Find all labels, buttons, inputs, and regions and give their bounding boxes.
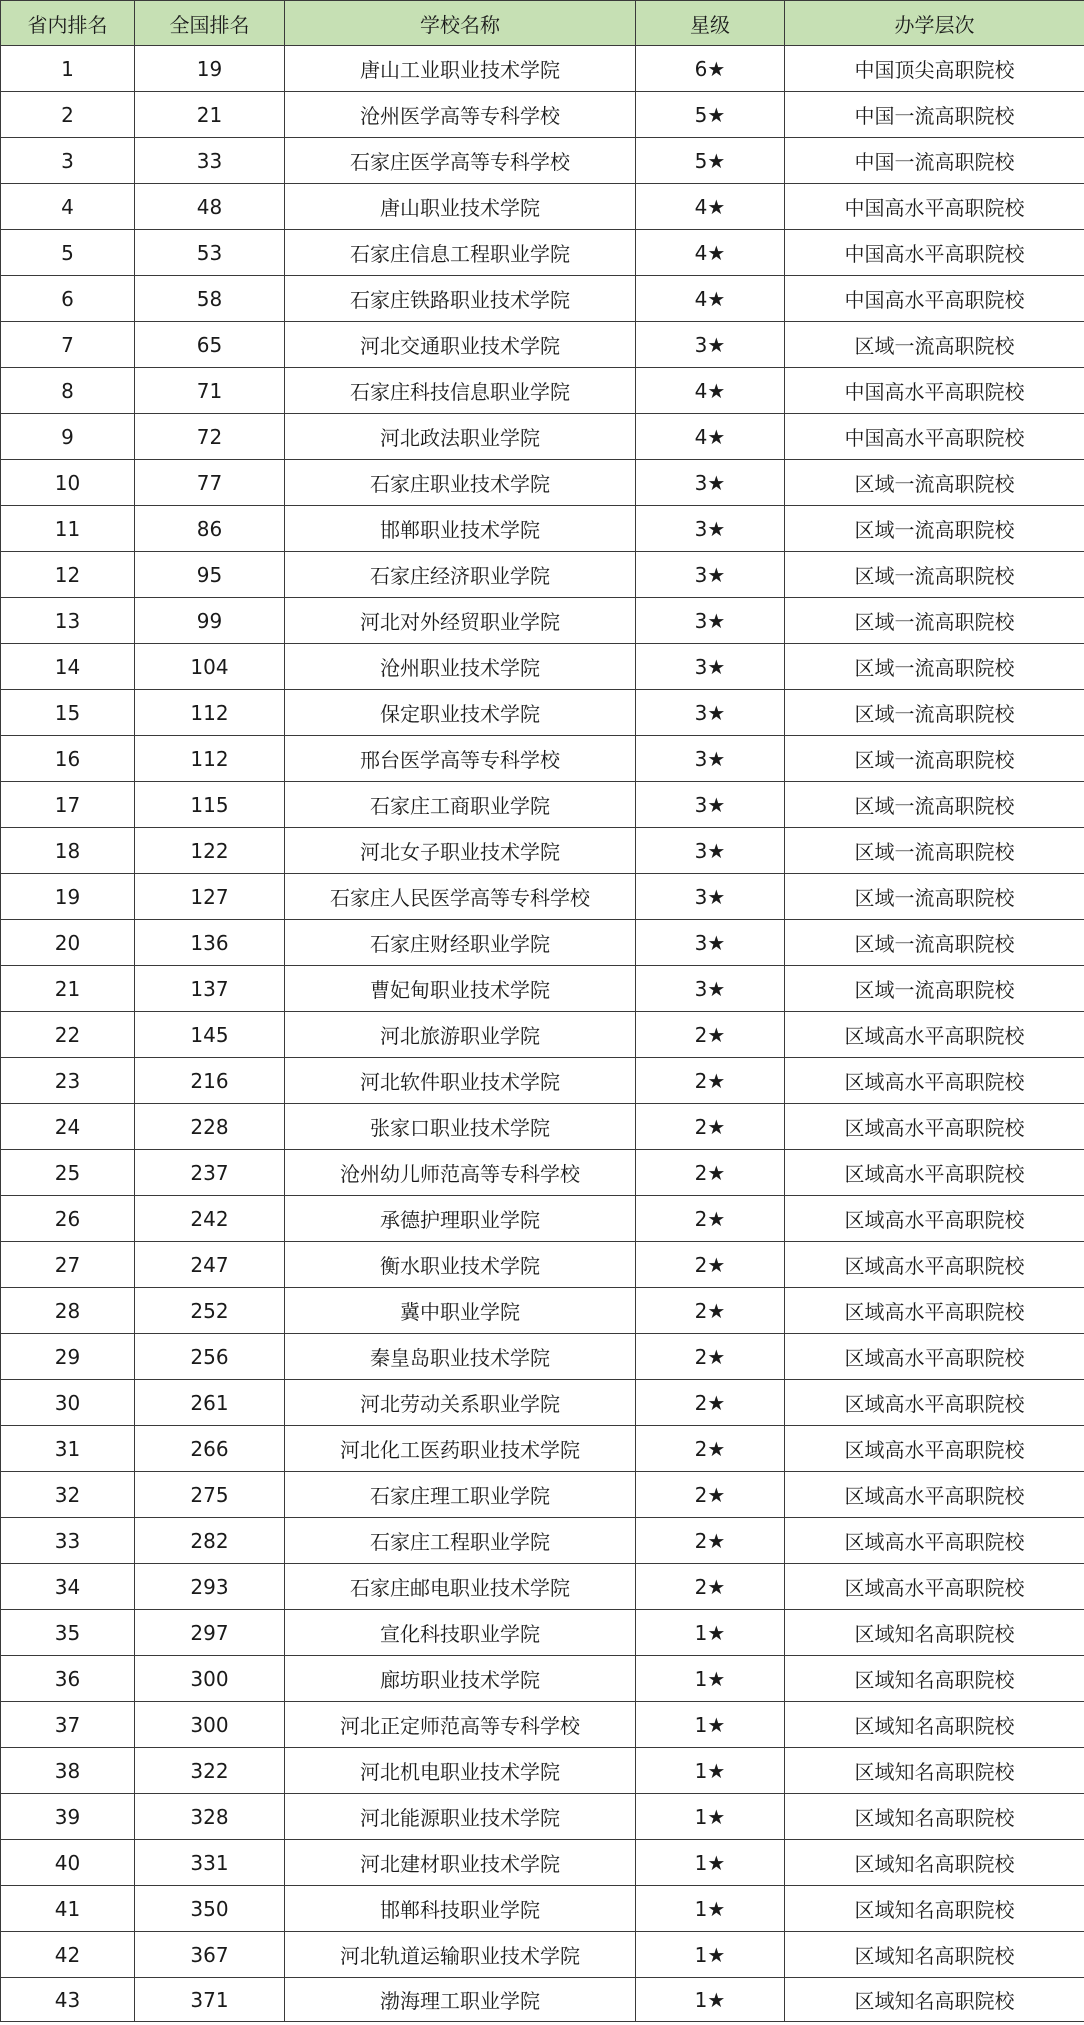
table-row xyxy=(1,1196,1084,1242)
national-rank-cell: 122 xyxy=(135,828,285,874)
school-name-cell: 石家庄人民医学高等专科学校 xyxy=(285,874,636,920)
school-level-cell: 区域高水平高职院校 xyxy=(785,1150,1084,1196)
header-star-level: 星级 xyxy=(636,1,785,46)
school-level-cell: 中国高水平高职院校 xyxy=(785,184,1084,230)
school-name-cell: 邢台医学高等专科学校 xyxy=(285,736,636,782)
school-name-cell: 石家庄工程职业学院 xyxy=(285,1518,636,1564)
school-name-cell: 渤海理工职业学院 xyxy=(285,1978,636,2022)
star-level-cell: 3★ xyxy=(636,782,785,828)
school-level-cell: 区域一流高职院校 xyxy=(785,736,1084,782)
national-rank-cell: 275 xyxy=(135,1472,285,1518)
star-level-cell: 2★ xyxy=(636,1012,785,1058)
national-rank-cell: 19 xyxy=(135,46,285,92)
school-level-cell: 区域一流高职院校 xyxy=(785,782,1084,828)
star-level-cell: 4★ xyxy=(636,276,785,322)
star-level-cell: 2★ xyxy=(636,1518,785,1564)
national-rank-cell: 371 xyxy=(135,1978,285,2022)
province-rank-cell: 25 xyxy=(1,1150,135,1196)
province-rank-cell: 37 xyxy=(1,1702,135,1748)
national-rank-cell: 104 xyxy=(135,644,285,690)
star-level-cell: 1★ xyxy=(636,1610,785,1656)
national-rank-cell: 297 xyxy=(135,1610,285,1656)
table-row xyxy=(1,460,1084,506)
table-row xyxy=(1,1702,1084,1748)
province-rank-cell: 39 xyxy=(1,1794,135,1840)
table-row xyxy=(1,1518,1084,1564)
national-rank-cell: 136 xyxy=(135,920,285,966)
table-row xyxy=(1,184,1084,230)
star-level-cell: 6★ xyxy=(636,46,785,92)
national-rank-cell: 112 xyxy=(135,690,285,736)
school-name-cell: 沧州医学高等专科学校 xyxy=(285,92,636,138)
province-rank-cell: 31 xyxy=(1,1426,135,1472)
star-level-cell: 1★ xyxy=(636,1702,785,1748)
star-level-cell: 1★ xyxy=(636,1656,785,1702)
table-row xyxy=(1,1242,1084,1288)
national-rank-cell: 216 xyxy=(135,1058,285,1104)
province-rank-cell: 16 xyxy=(1,736,135,782)
school-name-cell: 石家庄信息工程职业学院 xyxy=(285,230,636,276)
school-level-cell: 中国高水平高职院校 xyxy=(785,368,1084,414)
star-level-cell: 3★ xyxy=(636,736,785,782)
national-rank-cell: 367 xyxy=(135,1932,285,1978)
school-name-cell: 唐山职业技术学院 xyxy=(285,184,636,230)
star-level-cell: 4★ xyxy=(636,414,785,460)
province-rank-cell: 40 xyxy=(1,1840,135,1886)
national-rank-cell: 256 xyxy=(135,1334,285,1380)
school-level-cell: 中国高水平高职院校 xyxy=(785,276,1084,322)
star-level-cell: 2★ xyxy=(636,1104,785,1150)
table-body xyxy=(1,46,1084,2022)
national-rank-cell: 328 xyxy=(135,1794,285,1840)
star-level-cell: 3★ xyxy=(636,874,785,920)
school-name-cell: 石家庄科技信息职业学院 xyxy=(285,368,636,414)
table-row xyxy=(1,1058,1084,1104)
star-level-cell: 2★ xyxy=(636,1058,785,1104)
province-rank-cell: 1 xyxy=(1,46,135,92)
school-name-cell: 沧州幼儿师范高等专科学校 xyxy=(285,1150,636,1196)
star-level-cell: 2★ xyxy=(636,1426,785,1472)
star-level-cell: 3★ xyxy=(636,322,785,368)
star-level-cell: 2★ xyxy=(636,1196,785,1242)
national-rank-cell: 282 xyxy=(135,1518,285,1564)
province-rank-cell: 43 xyxy=(1,1978,135,2022)
school-level-cell: 区域知名高职院校 xyxy=(785,1840,1084,1886)
school-level-cell: 区域一流高职院校 xyxy=(785,644,1084,690)
star-level-cell: 2★ xyxy=(636,1288,785,1334)
table-row xyxy=(1,598,1084,644)
school-name-cell: 张家口职业技术学院 xyxy=(285,1104,636,1150)
school-name-cell: 石家庄财经职业学院 xyxy=(285,920,636,966)
table-row xyxy=(1,966,1084,1012)
national-rank-cell: 33 xyxy=(135,138,285,184)
province-rank-cell: 10 xyxy=(1,460,135,506)
province-rank-cell: 9 xyxy=(1,414,135,460)
star-level-cell: 1★ xyxy=(636,1886,785,1932)
school-level-cell: 区域知名高职院校 xyxy=(785,1794,1084,1840)
header-school-name: 学校名称 xyxy=(285,1,636,46)
school-name-cell: 河北旅游职业学院 xyxy=(285,1012,636,1058)
province-rank-cell: 13 xyxy=(1,598,135,644)
school-level-cell: 区域一流高职院校 xyxy=(785,506,1084,552)
school-level-cell: 区域一流高职院校 xyxy=(785,598,1084,644)
school-name-cell: 河北交通职业技术学院 xyxy=(285,322,636,368)
school-name-cell: 廊坊职业技术学院 xyxy=(285,1656,636,1702)
star-level-cell: 1★ xyxy=(636,1840,785,1886)
school-name-cell: 保定职业技术学院 xyxy=(285,690,636,736)
school-level-cell: 区域一流高职院校 xyxy=(785,322,1084,368)
national-rank-cell: 86 xyxy=(135,506,285,552)
national-rank-cell: 252 xyxy=(135,1288,285,1334)
table-row xyxy=(1,276,1084,322)
school-name-cell: 河北女子职业技术学院 xyxy=(285,828,636,874)
table-row xyxy=(1,1564,1084,1610)
province-rank-cell: 30 xyxy=(1,1380,135,1426)
school-level-cell: 区域一流高职院校 xyxy=(785,966,1084,1012)
table-row xyxy=(1,736,1084,782)
province-rank-cell: 19 xyxy=(1,874,135,920)
school-name-cell: 邯郸科技职业学院 xyxy=(285,1886,636,1932)
school-level-cell: 中国高水平高职院校 xyxy=(785,414,1084,460)
school-name-cell: 曹妃甸职业技术学院 xyxy=(285,966,636,1012)
table-row xyxy=(1,874,1084,920)
school-name-cell: 河北对外经贸职业学院 xyxy=(285,598,636,644)
school-level-cell: 区域高水平高职院校 xyxy=(785,1196,1084,1242)
province-rank-cell: 2 xyxy=(1,92,135,138)
national-rank-cell: 242 xyxy=(135,1196,285,1242)
table-row xyxy=(1,1150,1084,1196)
province-rank-cell: 33 xyxy=(1,1518,135,1564)
table-row xyxy=(1,1748,1084,1794)
school-name-cell: 石家庄经济职业学院 xyxy=(285,552,636,598)
national-rank-cell: 58 xyxy=(135,276,285,322)
school-level-cell: 区域高水平高职院校 xyxy=(785,1058,1084,1104)
school-name-cell: 唐山工业职业技术学院 xyxy=(285,46,636,92)
school-name-cell: 石家庄邮电职业技术学院 xyxy=(285,1564,636,1610)
school-level-cell: 区域高水平高职院校 xyxy=(785,1012,1084,1058)
province-rank-cell: 5 xyxy=(1,230,135,276)
national-rank-cell: 65 xyxy=(135,322,285,368)
star-level-cell: 3★ xyxy=(636,920,785,966)
table-row xyxy=(1,552,1084,598)
school-name-cell: 河北机电职业技术学院 xyxy=(285,1748,636,1794)
school-level-cell: 区域高水平高职院校 xyxy=(785,1288,1084,1334)
national-rank-cell: 266 xyxy=(135,1426,285,1472)
province-rank-cell: 32 xyxy=(1,1472,135,1518)
school-level-cell: 中国一流高职院校 xyxy=(785,138,1084,184)
header-row xyxy=(1,1,1084,46)
school-name-cell: 沧州职业技术学院 xyxy=(285,644,636,690)
star-level-cell: 1★ xyxy=(636,1932,785,1978)
province-rank-cell: 18 xyxy=(1,828,135,874)
school-level-cell: 区域知名高职院校 xyxy=(785,1932,1084,1978)
table-row xyxy=(1,782,1084,828)
national-rank-cell: 48 xyxy=(135,184,285,230)
star-level-cell: 3★ xyxy=(636,552,785,598)
table-row xyxy=(1,690,1084,736)
star-level-cell: 4★ xyxy=(636,368,785,414)
school-name-cell: 宣化科技职业学院 xyxy=(285,1610,636,1656)
school-name-cell: 河北劳动关系职业学院 xyxy=(285,1380,636,1426)
national-rank-cell: 300 xyxy=(135,1702,285,1748)
school-level-cell: 区域知名高职院校 xyxy=(785,1656,1084,1702)
school-level-cell: 区域高水平高职院校 xyxy=(785,1334,1084,1380)
star-level-cell: 2★ xyxy=(636,1380,785,1426)
national-rank-cell: 72 xyxy=(135,414,285,460)
school-level-cell: 区域知名高职院校 xyxy=(785,1610,1084,1656)
national-rank-cell: 331 xyxy=(135,1840,285,1886)
province-rank-cell: 6 xyxy=(1,276,135,322)
school-level-cell: 区域一流高职院校 xyxy=(785,874,1084,920)
star-level-cell: 1★ xyxy=(636,1748,785,1794)
school-level-cell: 中国高水平高职院校 xyxy=(785,230,1084,276)
school-level-cell: 区域高水平高职院校 xyxy=(785,1564,1084,1610)
table-row xyxy=(1,1380,1084,1426)
national-rank-cell: 99 xyxy=(135,598,285,644)
school-level-cell: 区域一流高职院校 xyxy=(785,460,1084,506)
school-level-cell: 区域知名高职院校 xyxy=(785,1886,1084,1932)
table-row xyxy=(1,1794,1084,1840)
header-national-rank: 全国排名 xyxy=(135,1,285,46)
province-rank-cell: 4 xyxy=(1,184,135,230)
star-level-cell: 3★ xyxy=(636,506,785,552)
province-rank-cell: 29 xyxy=(1,1334,135,1380)
school-name-cell: 石家庄理工职业学院 xyxy=(285,1472,636,1518)
school-name-cell: 河北软件职业技术学院 xyxy=(285,1058,636,1104)
table-row xyxy=(1,1886,1084,1932)
star-level-cell: 2★ xyxy=(636,1150,785,1196)
school-name-cell: 河北轨道运输职业技术学院 xyxy=(285,1932,636,1978)
table-row xyxy=(1,46,1084,92)
school-name-cell: 河北正定师范高等专科学校 xyxy=(285,1702,636,1748)
school-level-cell: 区域知名高职院校 xyxy=(785,1702,1084,1748)
school-level-cell: 区域高水平高职院校 xyxy=(785,1472,1084,1518)
province-rank-cell: 26 xyxy=(1,1196,135,1242)
national-rank-cell: 300 xyxy=(135,1656,285,1702)
school-level-cell: 区域一流高职院校 xyxy=(785,920,1084,966)
school-level-cell: 区域一流高职院校 xyxy=(785,552,1084,598)
star-level-cell: 3★ xyxy=(636,644,785,690)
province-rank-cell: 36 xyxy=(1,1656,135,1702)
province-rank-cell: 22 xyxy=(1,1012,135,1058)
national-rank-cell: 261 xyxy=(135,1380,285,1426)
school-name-cell: 河北化工医药职业技术学院 xyxy=(285,1426,636,1472)
province-rank-cell: 42 xyxy=(1,1932,135,1978)
school-name-cell: 石家庄医学高等专科学校 xyxy=(285,138,636,184)
province-rank-cell: 24 xyxy=(1,1104,135,1150)
table-row xyxy=(1,368,1084,414)
national-rank-cell: 115 xyxy=(135,782,285,828)
table-row xyxy=(1,920,1084,966)
school-name-cell: 冀中职业学院 xyxy=(285,1288,636,1334)
province-rank-cell: 7 xyxy=(1,322,135,368)
school-name-cell: 秦皇岛职业技术学院 xyxy=(285,1334,636,1380)
school-name-cell: 邯郸职业技术学院 xyxy=(285,506,636,552)
national-rank-cell: 21 xyxy=(135,92,285,138)
table-row xyxy=(1,1840,1084,1886)
school-level-cell: 区域高水平高职院校 xyxy=(785,1104,1084,1150)
table-row xyxy=(1,1012,1084,1058)
table-row xyxy=(1,1978,1084,2022)
school-level-cell: 区域知名高职院校 xyxy=(785,1748,1084,1794)
province-rank-cell: 34 xyxy=(1,1564,135,1610)
star-level-cell: 5★ xyxy=(636,138,785,184)
school-name-cell: 河北建材职业技术学院 xyxy=(285,1840,636,1886)
province-rank-cell: 35 xyxy=(1,1610,135,1656)
national-rank-cell: 322 xyxy=(135,1748,285,1794)
table-header xyxy=(1,1,1084,46)
national-rank-cell: 53 xyxy=(135,230,285,276)
province-rank-cell: 3 xyxy=(1,138,135,184)
star-level-cell: 3★ xyxy=(636,598,785,644)
star-level-cell: 2★ xyxy=(636,1564,785,1610)
province-rank-cell: 12 xyxy=(1,552,135,598)
table-row xyxy=(1,506,1084,552)
school-level-cell: 区域一流高职院校 xyxy=(785,828,1084,874)
table-row xyxy=(1,1656,1084,1702)
school-level-cell: 区域知名高职院校 xyxy=(785,1978,1084,2022)
table-row xyxy=(1,92,1084,138)
national-rank-cell: 71 xyxy=(135,368,285,414)
table-row xyxy=(1,644,1084,690)
national-rank-cell: 77 xyxy=(135,460,285,506)
star-level-cell: 2★ xyxy=(636,1242,785,1288)
table-row xyxy=(1,1472,1084,1518)
table-row xyxy=(1,1426,1084,1472)
header-school-level: 办学层次 xyxy=(785,1,1084,46)
star-level-cell: 4★ xyxy=(636,230,785,276)
national-rank-cell: 228 xyxy=(135,1104,285,1150)
school-name-cell: 石家庄铁路职业技术学院 xyxy=(285,276,636,322)
national-rank-cell: 237 xyxy=(135,1150,285,1196)
school-level-cell: 中国顶尖高职院校 xyxy=(785,46,1084,92)
province-rank-cell: 27 xyxy=(1,1242,135,1288)
table-row xyxy=(1,322,1084,368)
school-name-cell: 衡水职业技术学院 xyxy=(285,1242,636,1288)
province-rank-cell: 11 xyxy=(1,506,135,552)
table-row xyxy=(1,828,1084,874)
province-rank-cell: 15 xyxy=(1,690,135,736)
star-level-cell: 3★ xyxy=(636,460,785,506)
national-rank-cell: 95 xyxy=(135,552,285,598)
national-rank-cell: 247 xyxy=(135,1242,285,1288)
school-name-cell: 承德护理职业学院 xyxy=(285,1196,636,1242)
star-level-cell: 1★ xyxy=(636,1794,785,1840)
table-row xyxy=(1,230,1084,276)
school-name-cell: 石家庄职业技术学院 xyxy=(285,460,636,506)
school-level-cell: 区域高水平高职院校 xyxy=(785,1380,1084,1426)
school-level-cell: 中国一流高职院校 xyxy=(785,92,1084,138)
table-row xyxy=(1,1334,1084,1380)
star-level-cell: 5★ xyxy=(636,92,785,138)
star-level-cell: 4★ xyxy=(636,184,785,230)
school-level-cell: 区域高水平高职院校 xyxy=(785,1518,1084,1564)
school-level-cell: 区域高水平高职院校 xyxy=(785,1242,1084,1288)
star-level-cell: 2★ xyxy=(636,1334,785,1380)
table-row xyxy=(1,138,1084,184)
table-row xyxy=(1,414,1084,460)
province-rank-cell: 38 xyxy=(1,1748,135,1794)
national-rank-cell: 127 xyxy=(135,874,285,920)
province-rank-cell: 14 xyxy=(1,644,135,690)
province-rank-cell: 20 xyxy=(1,920,135,966)
star-level-cell: 3★ xyxy=(636,690,785,736)
table-row xyxy=(1,1104,1084,1150)
table-row xyxy=(1,1288,1084,1334)
national-rank-cell: 145 xyxy=(135,1012,285,1058)
province-rank-cell: 28 xyxy=(1,1288,135,1334)
province-rank-cell: 17 xyxy=(1,782,135,828)
province-rank-cell: 23 xyxy=(1,1058,135,1104)
header-province-rank: 省内排名 xyxy=(1,1,135,46)
school-name-cell: 河北能源职业技术学院 xyxy=(285,1794,636,1840)
table-row xyxy=(1,1610,1084,1656)
school-level-cell: 区域高水平高职院校 xyxy=(785,1426,1084,1472)
province-rank-cell: 41 xyxy=(1,1886,135,1932)
province-rank-cell: 8 xyxy=(1,368,135,414)
national-rank-cell: 112 xyxy=(135,736,285,782)
national-rank-cell: 293 xyxy=(135,1564,285,1610)
national-rank-cell: 350 xyxy=(135,1886,285,1932)
star-level-cell: 3★ xyxy=(636,966,785,1012)
school-name-cell: 河北政法职业学院 xyxy=(285,414,636,460)
table-row xyxy=(1,1932,1084,1978)
star-level-cell: 1★ xyxy=(636,1978,785,2022)
star-level-cell: 3★ xyxy=(636,828,785,874)
school-name-cell: 石家庄工商职业学院 xyxy=(285,782,636,828)
province-rank-cell: 21 xyxy=(1,966,135,1012)
national-rank-cell: 137 xyxy=(135,966,285,1012)
school-level-cell: 区域一流高职院校 xyxy=(785,690,1084,736)
star-level-cell: 2★ xyxy=(636,1472,785,1518)
